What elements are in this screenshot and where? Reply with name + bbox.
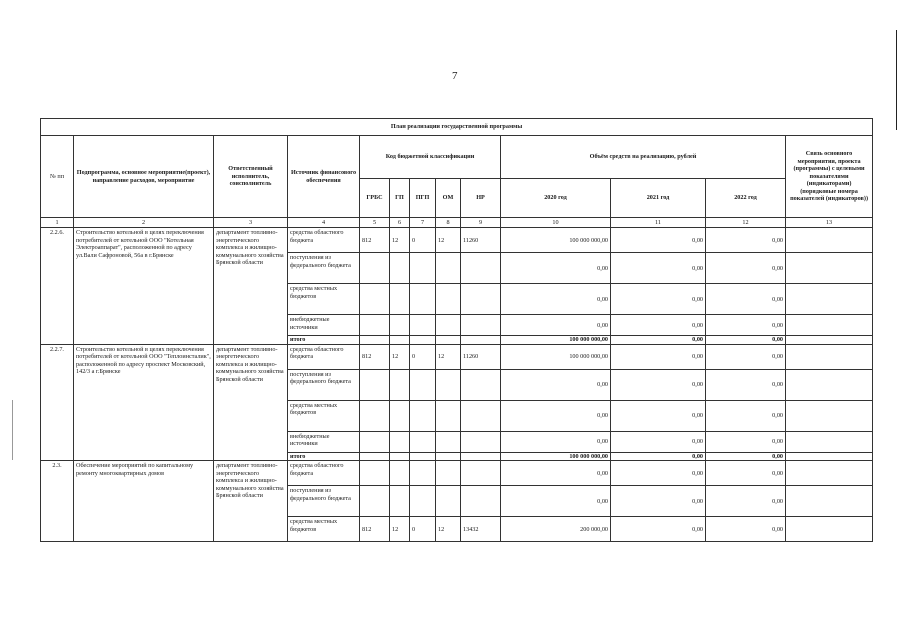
header-num: № пп	[41, 136, 74, 218]
cell-2021: 0,00	[611, 284, 706, 315]
cell-2021: 0,00	[611, 315, 706, 336]
cell-2021: 0,00	[611, 452, 706, 460]
header-2020: 2020 год	[501, 179, 611, 218]
header-2022: 2022 год	[706, 179, 786, 218]
cell-2022: 0,00	[706, 431, 786, 452]
cell-link	[786, 452, 873, 460]
cell-link	[786, 344, 873, 369]
column-number: 11	[611, 218, 706, 228]
column-number: 1	[41, 218, 74, 228]
cell-2020: 100 000 000,00	[501, 228, 611, 253]
cell-2021: 0,00	[611, 517, 706, 542]
cell-2022: 0,00	[706, 452, 786, 460]
scan-edge-mark	[12, 400, 13, 460]
cell-pgp: 0	[410, 344, 436, 369]
cell-link	[786, 284, 873, 315]
column-number: 6	[390, 218, 410, 228]
cell-link	[786, 461, 873, 486]
cell-link	[786, 486, 873, 517]
source-label: средства областного бюджета	[288, 228, 360, 253]
cell-link	[786, 315, 873, 336]
column-number: 8	[436, 218, 461, 228]
cell-2020: 100 000 000,00	[501, 344, 611, 369]
table-row	[41, 228, 873, 253]
column-number: 9	[461, 218, 501, 228]
cell-gp: 12	[390, 228, 410, 253]
cell-2021: 0,00	[611, 344, 706, 369]
source-label: средства областного бюджета	[288, 461, 360, 486]
cell-pgp: 0	[410, 517, 436, 542]
cell-2022: 0,00	[706, 461, 786, 486]
row-number: 2.2.6.	[41, 228, 74, 344]
cell-link	[786, 517, 873, 542]
source-label: средства местных бюджетов	[288, 517, 360, 542]
cell-gp: 12	[390, 517, 410, 542]
cell-link	[786, 431, 873, 452]
source-label: поступления из федерального бюджета	[288, 486, 360, 517]
cell-link	[786, 336, 873, 344]
row-program-name: Обеспечение мероприятий по капитальному ремонту многоквартирных домов	[74, 461, 214, 542]
header-np: НР	[461, 179, 501, 218]
header-budget-code: Код бюджетной классификации	[360, 136, 501, 179]
program-plan-table	[40, 118, 873, 542]
row-responsible: департамент топливно-энергетического комплекса и жилищно-коммунального хозяйства Брянской области	[214, 461, 288, 542]
column-number: 13	[786, 218, 873, 228]
cell-2020: 0,00	[501, 400, 611, 431]
source-label: поступления из федерального бюджета	[288, 253, 360, 284]
cell-np: 11260	[461, 344, 501, 369]
column-number: 7	[410, 218, 436, 228]
header-link: Связь основного мероприятия, проекта (программы) с целевыми показателями (индикаторами) (порядковые номера показателей (индикаторов))	[786, 136, 873, 218]
header-2021: 2021 год	[611, 179, 706, 218]
cell-link	[786, 400, 873, 431]
cell-2021: 0,00	[611, 336, 706, 344]
row-responsible: департамент топливно-энергетического комплекса и жилищно-коммунального хозяйства Брянской области	[214, 228, 288, 344]
cell-2021: 0,00	[611, 228, 706, 253]
column-number: 5	[360, 218, 390, 228]
cell-grbs: 812	[360, 517, 390, 542]
cell-link	[786, 228, 873, 253]
cell-2020: 0,00	[501, 315, 611, 336]
cell-2022: 0,00	[706, 486, 786, 517]
header-pgp: ПГП	[410, 179, 436, 218]
cell-2020: 0,00	[501, 253, 611, 284]
source-label: средства местных бюджетов	[288, 400, 360, 431]
cell-2020: 100 000 000,00	[501, 336, 611, 344]
page-number: 7	[452, 70, 458, 82]
cell-2020: 0,00	[501, 486, 611, 517]
row-program-name: Строительство котельной в целях переключения потребителей от котельной ООО "Теплоинсталик", расположенной по адресу проспект Московский, 142/3 а г.Брянске	[74, 344, 214, 460]
header-program: Подпрограмма, основное мероприятие(проект), направление расходов, мероприятие	[74, 136, 214, 218]
header-responsible: Ответственный исполнитель, соисполнитель	[214, 136, 288, 218]
cell-2022: 0,00	[706, 253, 786, 284]
cell-2021: 0,00	[611, 369, 706, 400]
cell-link	[786, 253, 873, 284]
column-number: 4	[288, 218, 360, 228]
scan-edge-mark	[896, 30, 897, 130]
source-label: средства областного бюджета	[288, 344, 360, 369]
cell-gp: 12	[390, 344, 410, 369]
column-number: 10	[501, 218, 611, 228]
cell-2020: 0,00	[501, 461, 611, 486]
source-label: внебюджетные источники	[288, 315, 360, 336]
table-row	[41, 344, 873, 369]
cell-np: 11260	[461, 228, 501, 253]
cell-2021: 0,00	[611, 253, 706, 284]
header-grbs: ГРБС	[360, 179, 390, 218]
cell-2020: 0,00	[501, 369, 611, 400]
cell-2020: 200 000,00	[501, 517, 611, 542]
header-gp: ГП	[390, 179, 410, 218]
cell-link	[786, 369, 873, 400]
source-label: поступления из федерального бюджета	[288, 369, 360, 400]
cell-om: 12	[436, 517, 461, 542]
cell-2021: 0,00	[611, 461, 706, 486]
cell-2021: 0,00	[611, 400, 706, 431]
table-row	[41, 461, 873, 486]
cell-2022: 0,00	[706, 369, 786, 400]
cell-2022: 0,00	[706, 344, 786, 369]
header-source: Источник финансового обеспечения	[288, 136, 360, 218]
row-responsible: департамент топливно-энергетического комплекса и жилищно-коммунального хозяйства Брянской области	[214, 344, 288, 460]
cell-2022: 0,00	[706, 336, 786, 344]
cell-pgp: 0	[410, 228, 436, 253]
row-program-name: Строительство котельной в целях переключения потребителей от котельной ООО "Котельная Электроаппарат", расположенной по адресу ул.Вали Сафроновой, 56а в г.Брянске	[74, 228, 214, 344]
cell-2022: 0,00	[706, 517, 786, 542]
cell-2022: 0,00	[706, 400, 786, 431]
cell-2022: 0,00	[706, 228, 786, 253]
row-number: 2.2.7.	[41, 344, 74, 460]
cell-grbs: 812	[360, 228, 390, 253]
cell-2020: 0,00	[501, 284, 611, 315]
cell-np: 13432	[461, 517, 501, 542]
cell-om: 12	[436, 228, 461, 253]
cell-om: 12	[436, 344, 461, 369]
source-label-total: итого	[288, 336, 360, 344]
cell-2020: 0,00	[501, 431, 611, 452]
table-title: План реализации государственной программы	[41, 119, 873, 136]
column-number: 2	[74, 218, 214, 228]
cell-2021: 0,00	[611, 431, 706, 452]
row-number: 2.3.	[41, 461, 74, 542]
cell-2020: 100 000 000,00	[501, 452, 611, 460]
cell-2022: 0,00	[706, 315, 786, 336]
column-number: 3	[214, 218, 288, 228]
column-number: 12	[706, 218, 786, 228]
header-volume: Объём средств на реализацию, рублей	[501, 136, 786, 179]
cell-2022: 0,00	[706, 284, 786, 315]
cell-2021: 0,00	[611, 486, 706, 517]
source-label-total: итого	[288, 452, 360, 460]
header-om: ОМ	[436, 179, 461, 218]
cell-grbs: 812	[360, 344, 390, 369]
source-label: внебюджетные источники	[288, 431, 360, 452]
source-label: средства местных бюджетов	[288, 284, 360, 315]
